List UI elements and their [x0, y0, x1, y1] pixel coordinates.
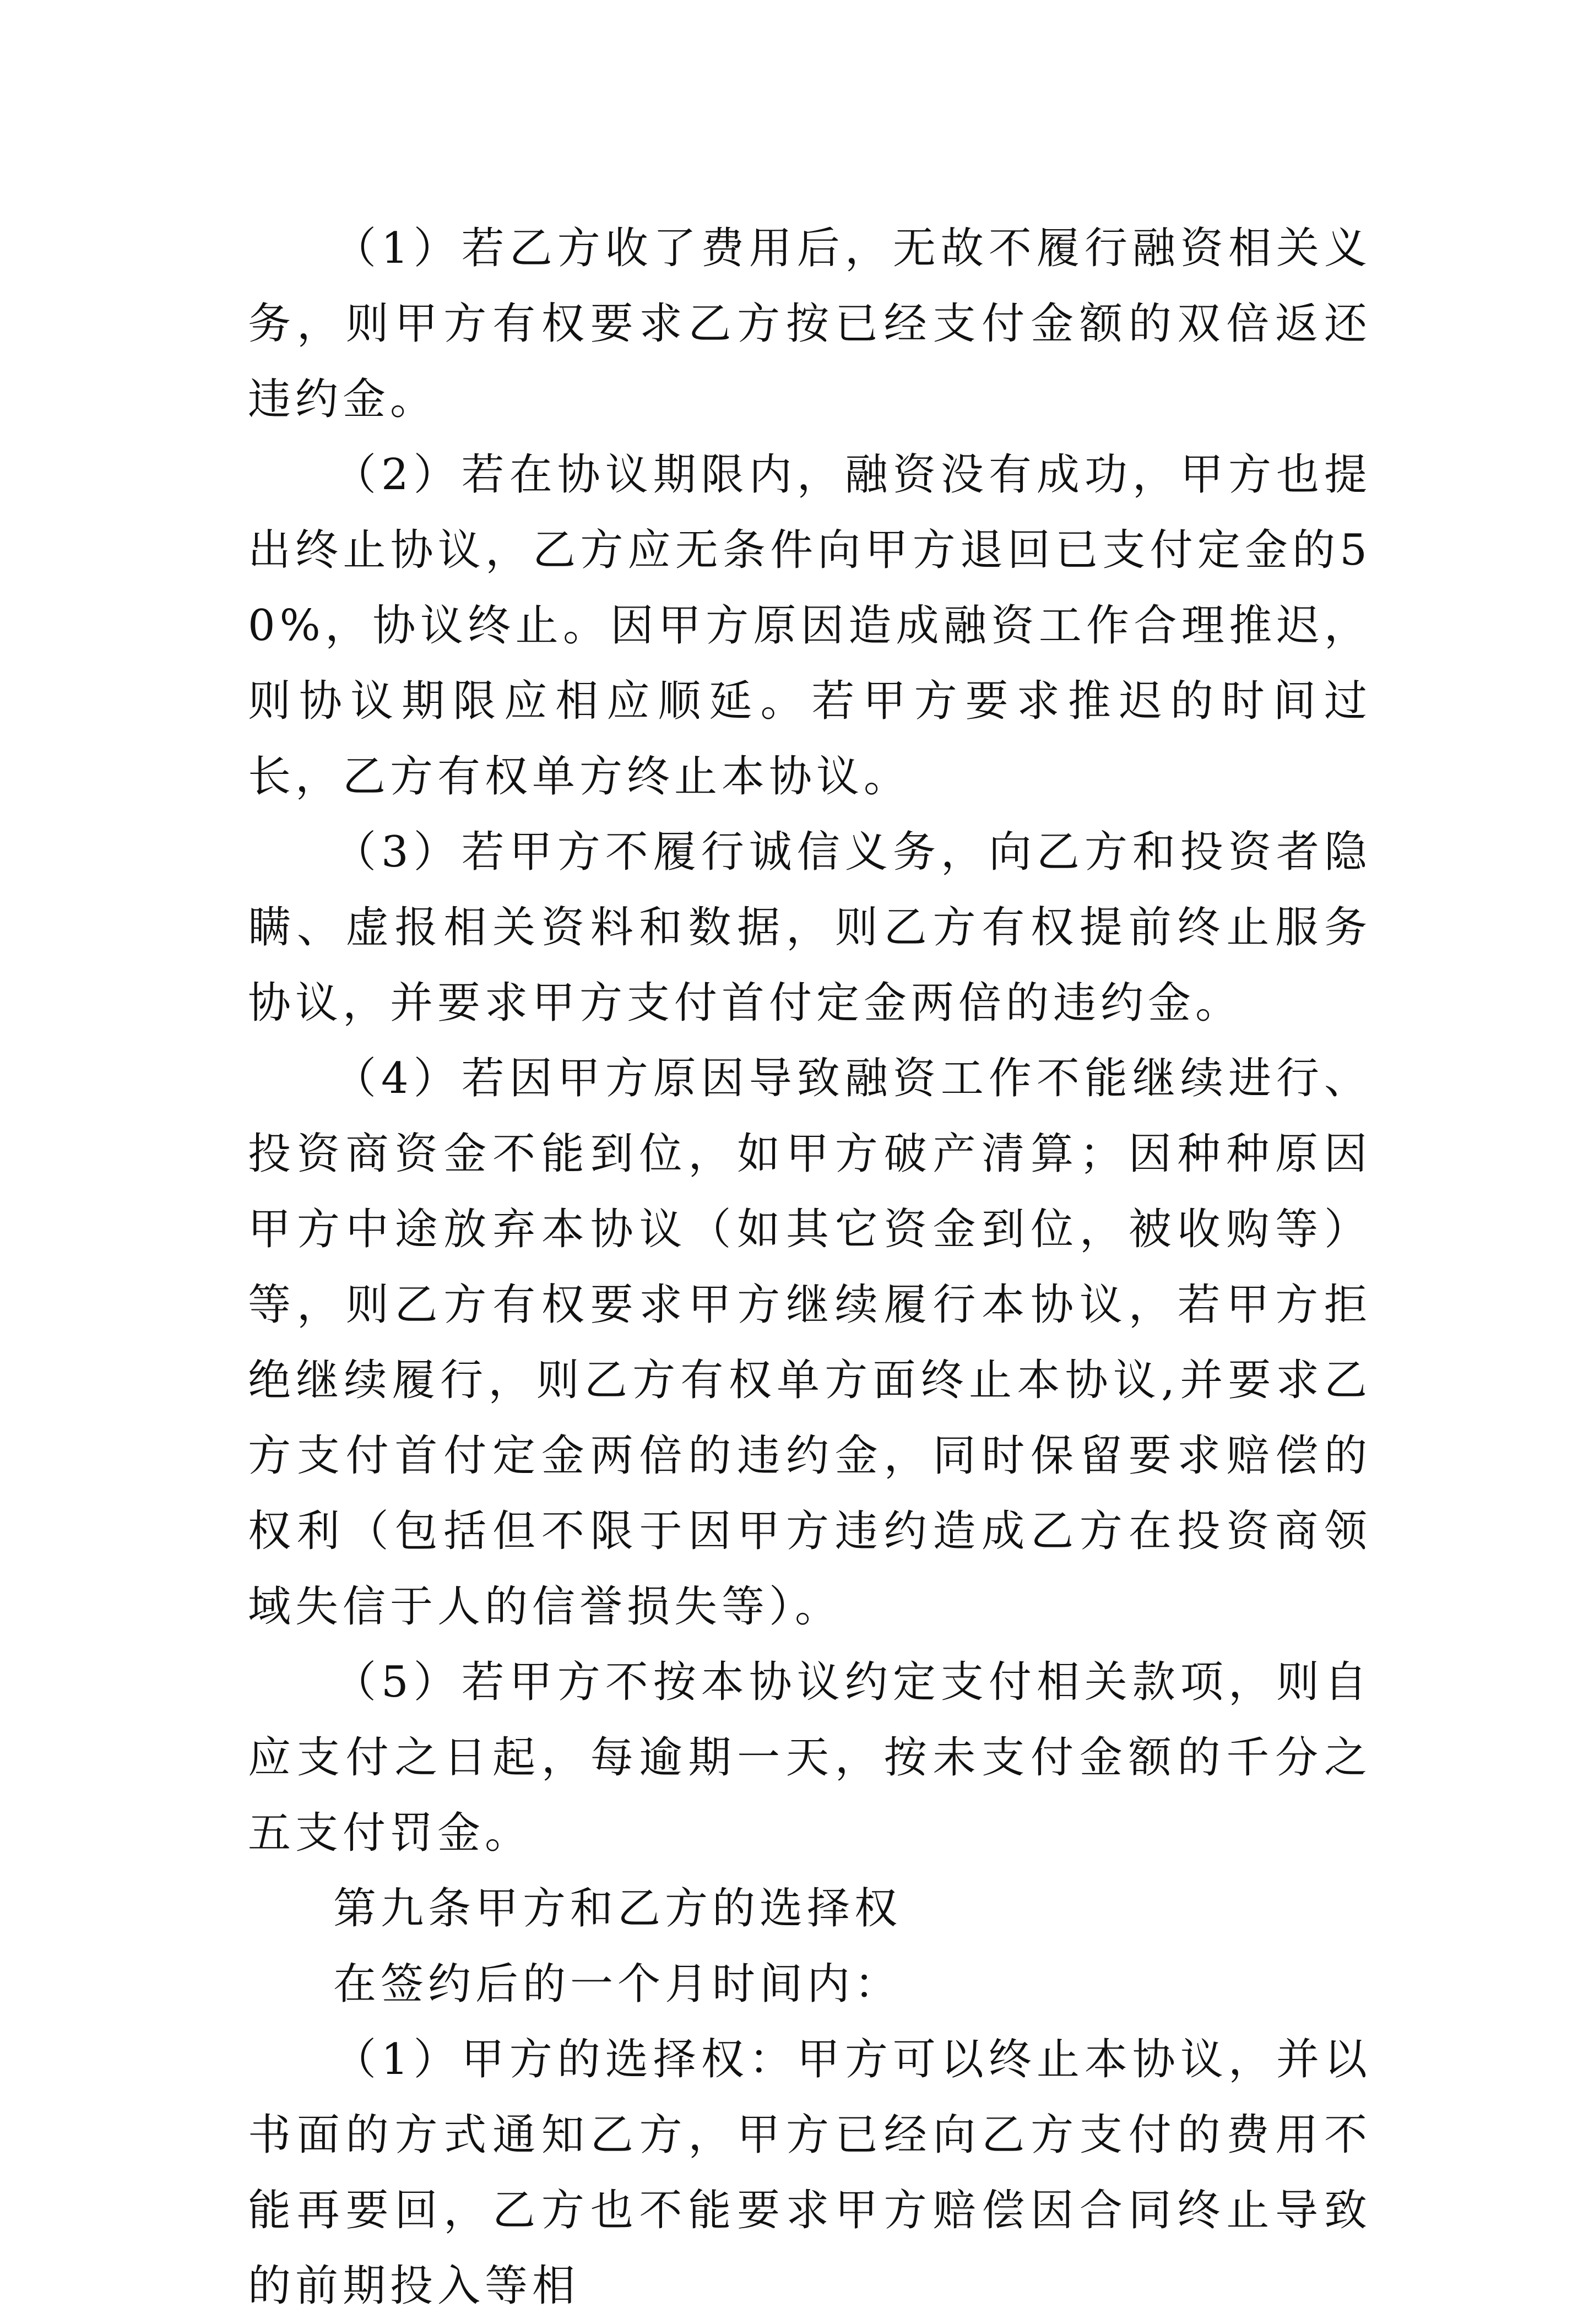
paragraph-clause-1: （1）若乙方收了费用后，无故不履行融资相关义务，则甲方有权要求乙方按已经支付金额的双倍返还违约金。 [248, 224, 1371, 424]
paragraph-option-1: （1）甲方的选择权：甲方可以终止本协议，并以书面的方式通知乙方，甲方已经向乙方支付的费用不能再要回，乙方也不能要求甲方赔偿因合同终止导致的前期投入等相 [248, 2035, 1371, 2311]
paragraph-clause-2: （2）若在协议期限内，融资没有成功，甲方也提出终止协议，乙方应无条件向甲方退回已支付定金的50%，协议终止。因甲方原因造成融资工作合理推迟，则协议期限应相应顺延。若甲方要求推迟的时间过长，乙方有权单方终止本协议。 [248, 450, 1371, 801]
paragraph-time-limit: 在签约后的一个月时间内： [333, 1959, 902, 2009]
article-9-heading: 第九条甲方和乙方的选择权 [333, 1884, 902, 1933]
paragraph-clause-3: （3）若甲方不履行诚信义务，向乙方和投资者隐瞒、虚报相关资料和数据，则乙方有权提前终止服务协议，并要求甲方支付首付定金两倍的违约金。 [248, 827, 1371, 1028]
document-body [248, 211, 1371, 2324]
paragraph-clause-5: （5）若甲方不按本协议约定支付相关款项，则自应支付之日起，每逾期一天，按未支付金额的千分之五支付罚金。 [248, 1657, 1371, 1858]
paragraph-clause-4: （4）若因甲方原因导致融资工作不能继续进行、投资商资金不能到位，如甲方破产清算；因种种原因甲方中途放弃本协议（如其它资金到位，被收购等）等，则乙方有权要求甲方继续履行本协议，若甲方拒绝继续履行，则乙方有权单方面终止本协议,并要求乙方支付首付定金两倍的违约金，同时保留要求赔偿的权利（包括但不限于因甲方违约造成乙方在投资商领域失信于人的信誉损失等）。 [248, 1054, 1371, 1632]
